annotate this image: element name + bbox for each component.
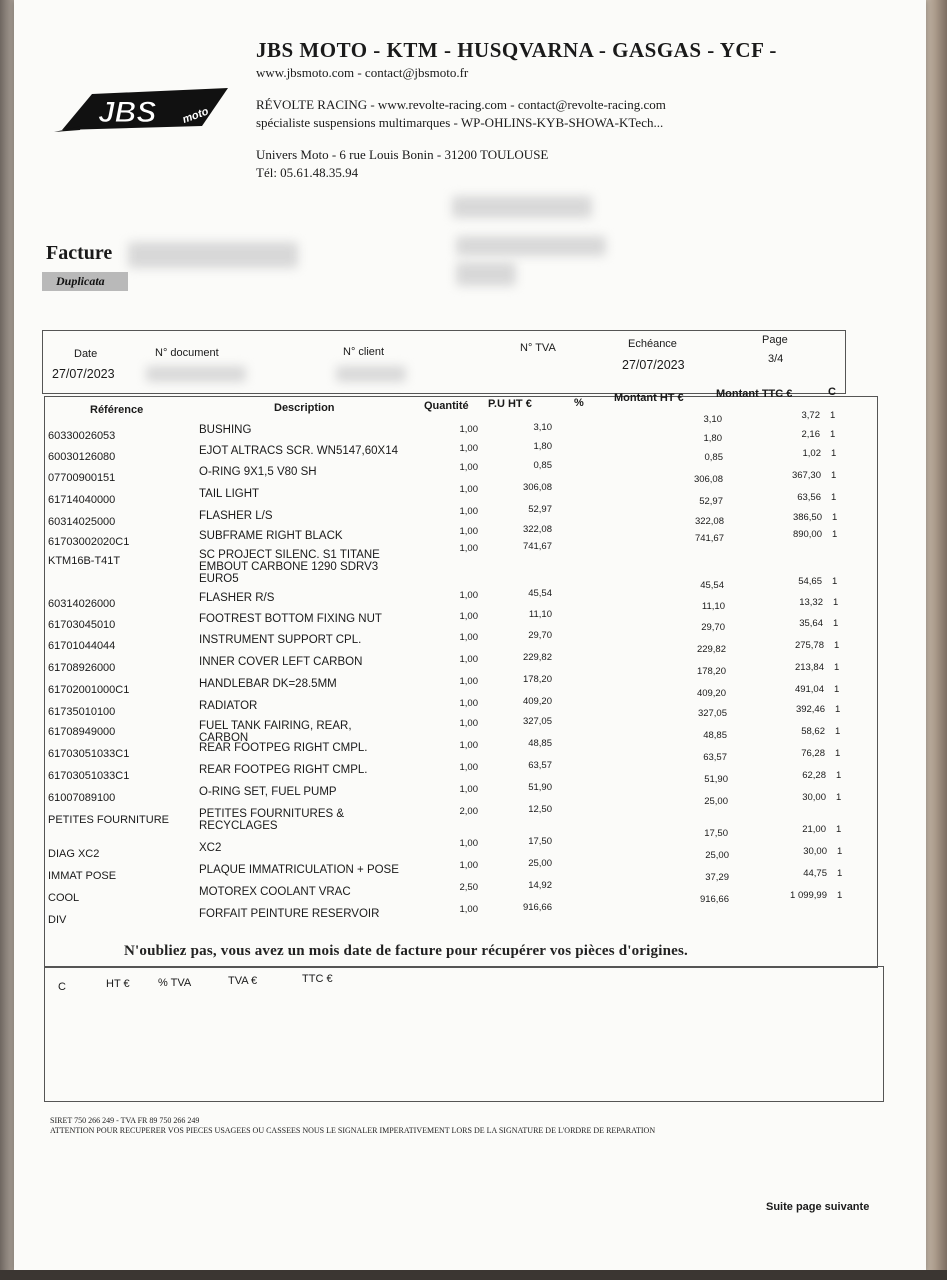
invoice-title: Facture <box>46 242 113 264</box>
col-montant-ttc: Montant TTC € <box>716 388 793 400</box>
company-web: www.jbsmoto.com - contact@jbsmoto.fr <box>256 65 469 80</box>
row-reference: 60030126080 <box>48 451 116 463</box>
tva-label: N° TVA <box>520 342 556 354</box>
row-reference: DIAG XC2 <box>48 848 100 860</box>
row-reference: 61708949000 <box>48 726 116 738</box>
row-unit-price: 14,92 <box>528 880 552 891</box>
row-amount-ht: 306,08 <box>693 474 723 485</box>
row-amount-ttc: 392,46 <box>795 704 825 715</box>
row-reference: 61708926000 <box>48 662 116 674</box>
company-header <box>256 38 777 181</box>
row-unit-price: 29,70 <box>528 630 552 641</box>
phone-line: Tél: 05.61.48.35.94 <box>256 165 359 180</box>
totals-pct-tva: % TVA <box>158 977 192 989</box>
col-pu-ht: P.U HT € <box>488 398 532 410</box>
row-description: PLAQUE IMMATRICULATION + POSE <box>199 864 399 876</box>
row-description: PETITES FOURNITURES & RECYCLAGES <box>199 808 345 832</box>
row-amount-ht: 3,10 <box>703 414 722 425</box>
row-unit-price: 1,80 <box>533 441 552 452</box>
row-quantity: 2,00 <box>459 806 478 817</box>
row-amount-ttc: 213,84 <box>794 662 824 673</box>
row-description: EJOT ALTRACS SCR. WN5147,60X14 <box>199 445 398 457</box>
row-description: SC PROJECT SILENC. S1 TITANE EMBOUT CARBONE 1290 SDRV3 EURO5 <box>199 549 380 585</box>
row-description: REAR FOOTPEG RIGHT CMPL. <box>199 764 368 776</box>
row-c: 1 <box>837 846 843 857</box>
row-unit-price: 63,57 <box>528 760 552 771</box>
row-reference: 61702001000C1 <box>48 684 130 696</box>
row-amount-ht: 178,20 <box>696 666 726 677</box>
row-c: 1 <box>837 890 843 901</box>
date-value: 27/07/2023 <box>52 367 115 381</box>
row-unit-price: 178,20 <box>522 674 552 685</box>
row-c: 1 <box>837 868 843 879</box>
row-quantity: 1,00 <box>459 904 478 915</box>
row-quantity: 1,00 <box>459 654 478 665</box>
totals-c: C <box>58 981 66 993</box>
legal-footer <box>50 1116 655 1136</box>
row-amount-ttc: 386,50 <box>792 512 822 523</box>
row-c: 1 <box>831 492 837 503</box>
row-reference: DIV <box>48 914 67 926</box>
row-description: FUEL TANK FAIRING, REAR, CARBON <box>199 720 352 744</box>
racing-line: RÉVOLTE RACING - www.revolte-racing.com - contact@revolte-racing.com <box>256 97 666 112</box>
row-reference: 60314026000 <box>48 598 116 610</box>
totals-ttc: TTC € <box>302 973 333 985</box>
col-c: C <box>828 386 836 398</box>
row-amount-ttc: 30,00 <box>803 846 827 857</box>
row-description: INSTRUMENT SUPPORT CPL. <box>199 634 362 646</box>
row-unit-price: 741,67 <box>522 541 552 552</box>
row-description: REAR FOOTPEG RIGHT CMPL. <box>199 742 368 754</box>
row-c: 1 <box>832 576 838 587</box>
row-amount-ht: 229,82 <box>696 644 726 655</box>
scan-edge-bottom <box>0 1270 947 1280</box>
row-quantity: 1,00 <box>459 676 478 687</box>
row-c: 1 <box>835 748 841 759</box>
row-c: 1 <box>832 529 838 540</box>
row-c: 1 <box>834 640 840 651</box>
row-amount-ttc: 491,04 <box>794 684 824 695</box>
row-amount-ttc: 54,65 <box>798 576 822 587</box>
specialist-line: spécialiste suspensions multimarques - WP-OHLINS-KYB-SHOWA-KTech... <box>256 115 664 130</box>
date-label: Date <box>74 348 98 360</box>
row-amount-ttc: 1,02 <box>802 448 821 459</box>
row-amount-ht: 1,80 <box>703 433 722 444</box>
row-description: TAIL LIGHT <box>199 488 260 500</box>
row-description: BUSHING <box>199 424 252 436</box>
row-description: FORFAIT PEINTURE RESERVOIR <box>199 908 380 920</box>
row-quantity: 1,00 <box>459 632 478 643</box>
row-reference: 61703002020C1 <box>48 536 130 548</box>
row-amount-ttc: 2,16 <box>801 429 820 440</box>
row-amount-ttc: 890,00 <box>792 529 822 540</box>
row-reference: 61714040000 <box>48 494 116 506</box>
row-quantity: 1,00 <box>459 740 478 751</box>
row-amount-ht: 409,20 <box>696 688 726 699</box>
row-description: MOTOREX COOLANT VRAC <box>199 886 351 898</box>
duplicata-badge: Duplicata <box>42 272 128 291</box>
row-reference: 61701044044 <box>48 640 116 652</box>
row-c: 1 <box>831 470 837 481</box>
row-amount-ht: 25,00 <box>704 796 728 807</box>
row-unit-price: 25,00 <box>528 858 552 869</box>
logo-text: JBS <box>98 96 157 129</box>
row-reference: 07700900151 <box>48 472 116 484</box>
row-description: XC2 <box>199 842 222 854</box>
row-quantity: 1,00 <box>459 698 478 709</box>
row-reference: 61007089100 <box>48 792 116 804</box>
row-unit-price: 327,05 <box>522 716 552 727</box>
redacted-customer-city <box>456 262 516 286</box>
col-quantite: Quantité <box>424 400 469 412</box>
row-c: 1 <box>833 597 839 608</box>
attention-line: ATTENTION POUR RECUPERER VOS PIECES USAGEES OU CASSEES NOUS LE SIGNALER IMPERATIVEMENT LORS DE LA SIGNATURE DE L'ORDRE DE REPARATION <box>50 1126 656 1135</box>
row-unit-price: 306,08 <box>522 482 552 493</box>
row-quantity: 2,50 <box>459 882 478 893</box>
siret-line: SIRET 750 266 249 - TVA FR 89 750 266 249 <box>50 1116 200 1125</box>
row-amount-ttc: 35,64 <box>799 618 823 629</box>
logo-sub: moto <box>180 105 211 126</box>
row-amount-ht: 11,10 <box>701 601 725 612</box>
row-unit-price: 52,97 <box>528 504 552 515</box>
row-amount-ttc: 44,75 <box>803 868 827 879</box>
page-value: 3/4 <box>768 353 784 365</box>
row-amount-ttc: 367,30 <box>791 470 821 481</box>
row-unit-price: 0,85 <box>533 460 552 471</box>
row-quantity: 1,00 <box>459 484 478 495</box>
client-label: N° client <box>343 346 385 358</box>
row-description: INNER COVER LEFT CARBON <box>199 656 363 668</box>
redacted-client-number <box>336 366 406 382</box>
row-amount-ht: 17,50 <box>704 828 728 839</box>
row-amount-ht: 322,08 <box>694 516 724 527</box>
row-amount-ht: 741,67 <box>694 533 724 544</box>
row-unit-price: 12,50 <box>528 804 552 815</box>
row-amount-ht: 48,85 <box>703 730 727 741</box>
row-c: 1 <box>831 448 837 459</box>
row-c: 1 <box>836 792 842 803</box>
row-amount-ht: 37,29 <box>705 872 729 883</box>
row-reference: 60330026053 <box>48 430 116 442</box>
redacted-invoice-number <box>128 242 298 268</box>
row-description: HANDLEBAR DK=28.5MM <box>199 678 337 690</box>
row-unit-price: 3,10 <box>533 422 552 433</box>
row-amount-ttc: 1 099,99 <box>790 890 827 901</box>
row-quantity: 1,00 <box>459 506 478 517</box>
col-reference: Référence <box>90 404 144 416</box>
row-amount-ttc: 13,32 <box>799 597 823 608</box>
row-description: FLASHER R/S <box>199 592 275 604</box>
row-reference: KTM16B-T41T <box>48 555 121 567</box>
jbs-moto-logo <box>52 86 228 134</box>
row-unit-price: 916,66 <box>522 902 552 913</box>
row-unit-price: 51,90 <box>528 782 552 793</box>
redacted-document-number <box>146 366 246 382</box>
row-amount-ht: 916,66 <box>699 894 729 905</box>
row-quantity: 1,00 <box>459 860 478 871</box>
row-quantity: 1,00 <box>459 784 478 795</box>
company-name: JBS MOTO - KTM - HUSQVARNA - GASGAS - YCF - <box>256 38 777 62</box>
totals-tva: TVA € <box>228 975 258 987</box>
row-quantity: 1,00 <box>459 611 478 622</box>
row-reference: 61703051033C1 <box>48 748 130 760</box>
col-percent: % <box>574 397 584 409</box>
echeance-value: 27/07/2023 <box>622 358 685 372</box>
row-c: 1 <box>835 726 841 737</box>
row-unit-price: 229,82 <box>522 652 552 663</box>
row-amount-ttc: 62,28 <box>802 770 826 781</box>
row-amount-ht: 29,70 <box>701 622 725 633</box>
invoice-meta-box <box>42 330 846 394</box>
row-amount-ht: 52,97 <box>699 496 723 507</box>
address-line: Univers Moto - 6 rue Louis Bonin - 31200 TOULOUSE <box>256 147 549 162</box>
col-description: Description <box>274 402 335 414</box>
row-reference: PETITES FOURNITURE <box>48 814 170 826</box>
row-reference: 61735010100 <box>48 706 116 718</box>
row-c: 1 <box>836 824 842 835</box>
row-amount-ht: 45,54 <box>700 580 724 591</box>
row-amount-ttc: 58,62 <box>801 726 825 737</box>
row-reference: IMMAT POSE <box>48 870 117 882</box>
row-reference: 61703045010 <box>48 619 116 631</box>
row-amount-ttc: 275,78 <box>794 640 824 651</box>
col-montant-ht: Montant HT € <box>614 392 684 404</box>
row-amount-ht: 0,85 <box>704 452 723 463</box>
row-unit-price: 11,10 <box>528 609 552 620</box>
next-page-note: Suite page suivante <box>766 1201 870 1213</box>
row-quantity: 1,00 <box>459 526 478 537</box>
row-amount-ht: 327,05 <box>697 708 727 719</box>
row-amount-ttc: 30,00 <box>802 792 826 803</box>
row-unit-price: 322,08 <box>522 524 552 535</box>
row-reference: 60314025000 <box>48 516 116 528</box>
row-description: FLASHER L/S <box>199 510 273 522</box>
row-c: 1 <box>836 770 842 781</box>
row-c: 1 <box>834 662 840 673</box>
row-quantity: 1,00 <box>459 462 478 473</box>
row-c: 1 <box>832 512 838 523</box>
reminder-note: N'oubliez pas, vous avez un mois date de facture pour récupérer vos pièces d'origines. <box>124 943 688 959</box>
row-c: 1 <box>833 618 839 629</box>
row-quantity: 1,00 <box>459 543 478 554</box>
page-label: Page <box>762 334 788 346</box>
redacted-customer-name <box>452 196 592 218</box>
row-c: 1 <box>830 429 836 440</box>
totals-ht: HT € <box>106 978 130 990</box>
row-description: FOOTREST BOTTOM FIXING NUT <box>199 613 382 625</box>
row-quantity: 1,00 <box>459 762 478 773</box>
row-description: RADIATOR <box>199 700 258 712</box>
row-amount-ttc: 21,00 <box>802 824 826 835</box>
row-description: O-RING 9X1,5 V80 SH <box>199 466 317 478</box>
row-c: 1 <box>830 410 836 421</box>
row-unit-price: 17,50 <box>528 836 552 847</box>
row-quantity: 1,00 <box>459 424 478 435</box>
redacted-customer-address <box>456 236 606 256</box>
row-amount-ht: 63,57 <box>703 752 727 763</box>
row-amount-ttc: 63,56 <box>797 492 821 503</box>
row-quantity: 1,00 <box>459 443 478 454</box>
row-amount-ttc: 3,72 <box>801 410 820 421</box>
row-reference: COOL <box>48 892 80 904</box>
row-amount-ht: 51,90 <box>704 774 728 785</box>
row-amount-ht: 25,00 <box>705 850 729 861</box>
row-quantity: 1,00 <box>459 718 478 729</box>
row-c: 1 <box>834 684 840 695</box>
row-quantity: 1,00 <box>459 590 478 601</box>
row-unit-price: 45,54 <box>528 588 552 599</box>
row-description: SUBFRAME RIGHT BLACK <box>199 530 343 542</box>
row-unit-price: 409,20 <box>522 696 552 707</box>
row-reference: 61703051033C1 <box>48 770 130 782</box>
echeance-label: Echéance <box>628 338 677 350</box>
row-description: O-RING SET, FUEL PUMP <box>199 786 337 798</box>
row-quantity: 1,00 <box>459 838 478 849</box>
document-label: N° document <box>155 347 219 359</box>
row-amount-ttc: 76,28 <box>801 748 825 759</box>
row-unit-price: 48,85 <box>528 738 552 749</box>
row-c: 1 <box>835 704 841 715</box>
